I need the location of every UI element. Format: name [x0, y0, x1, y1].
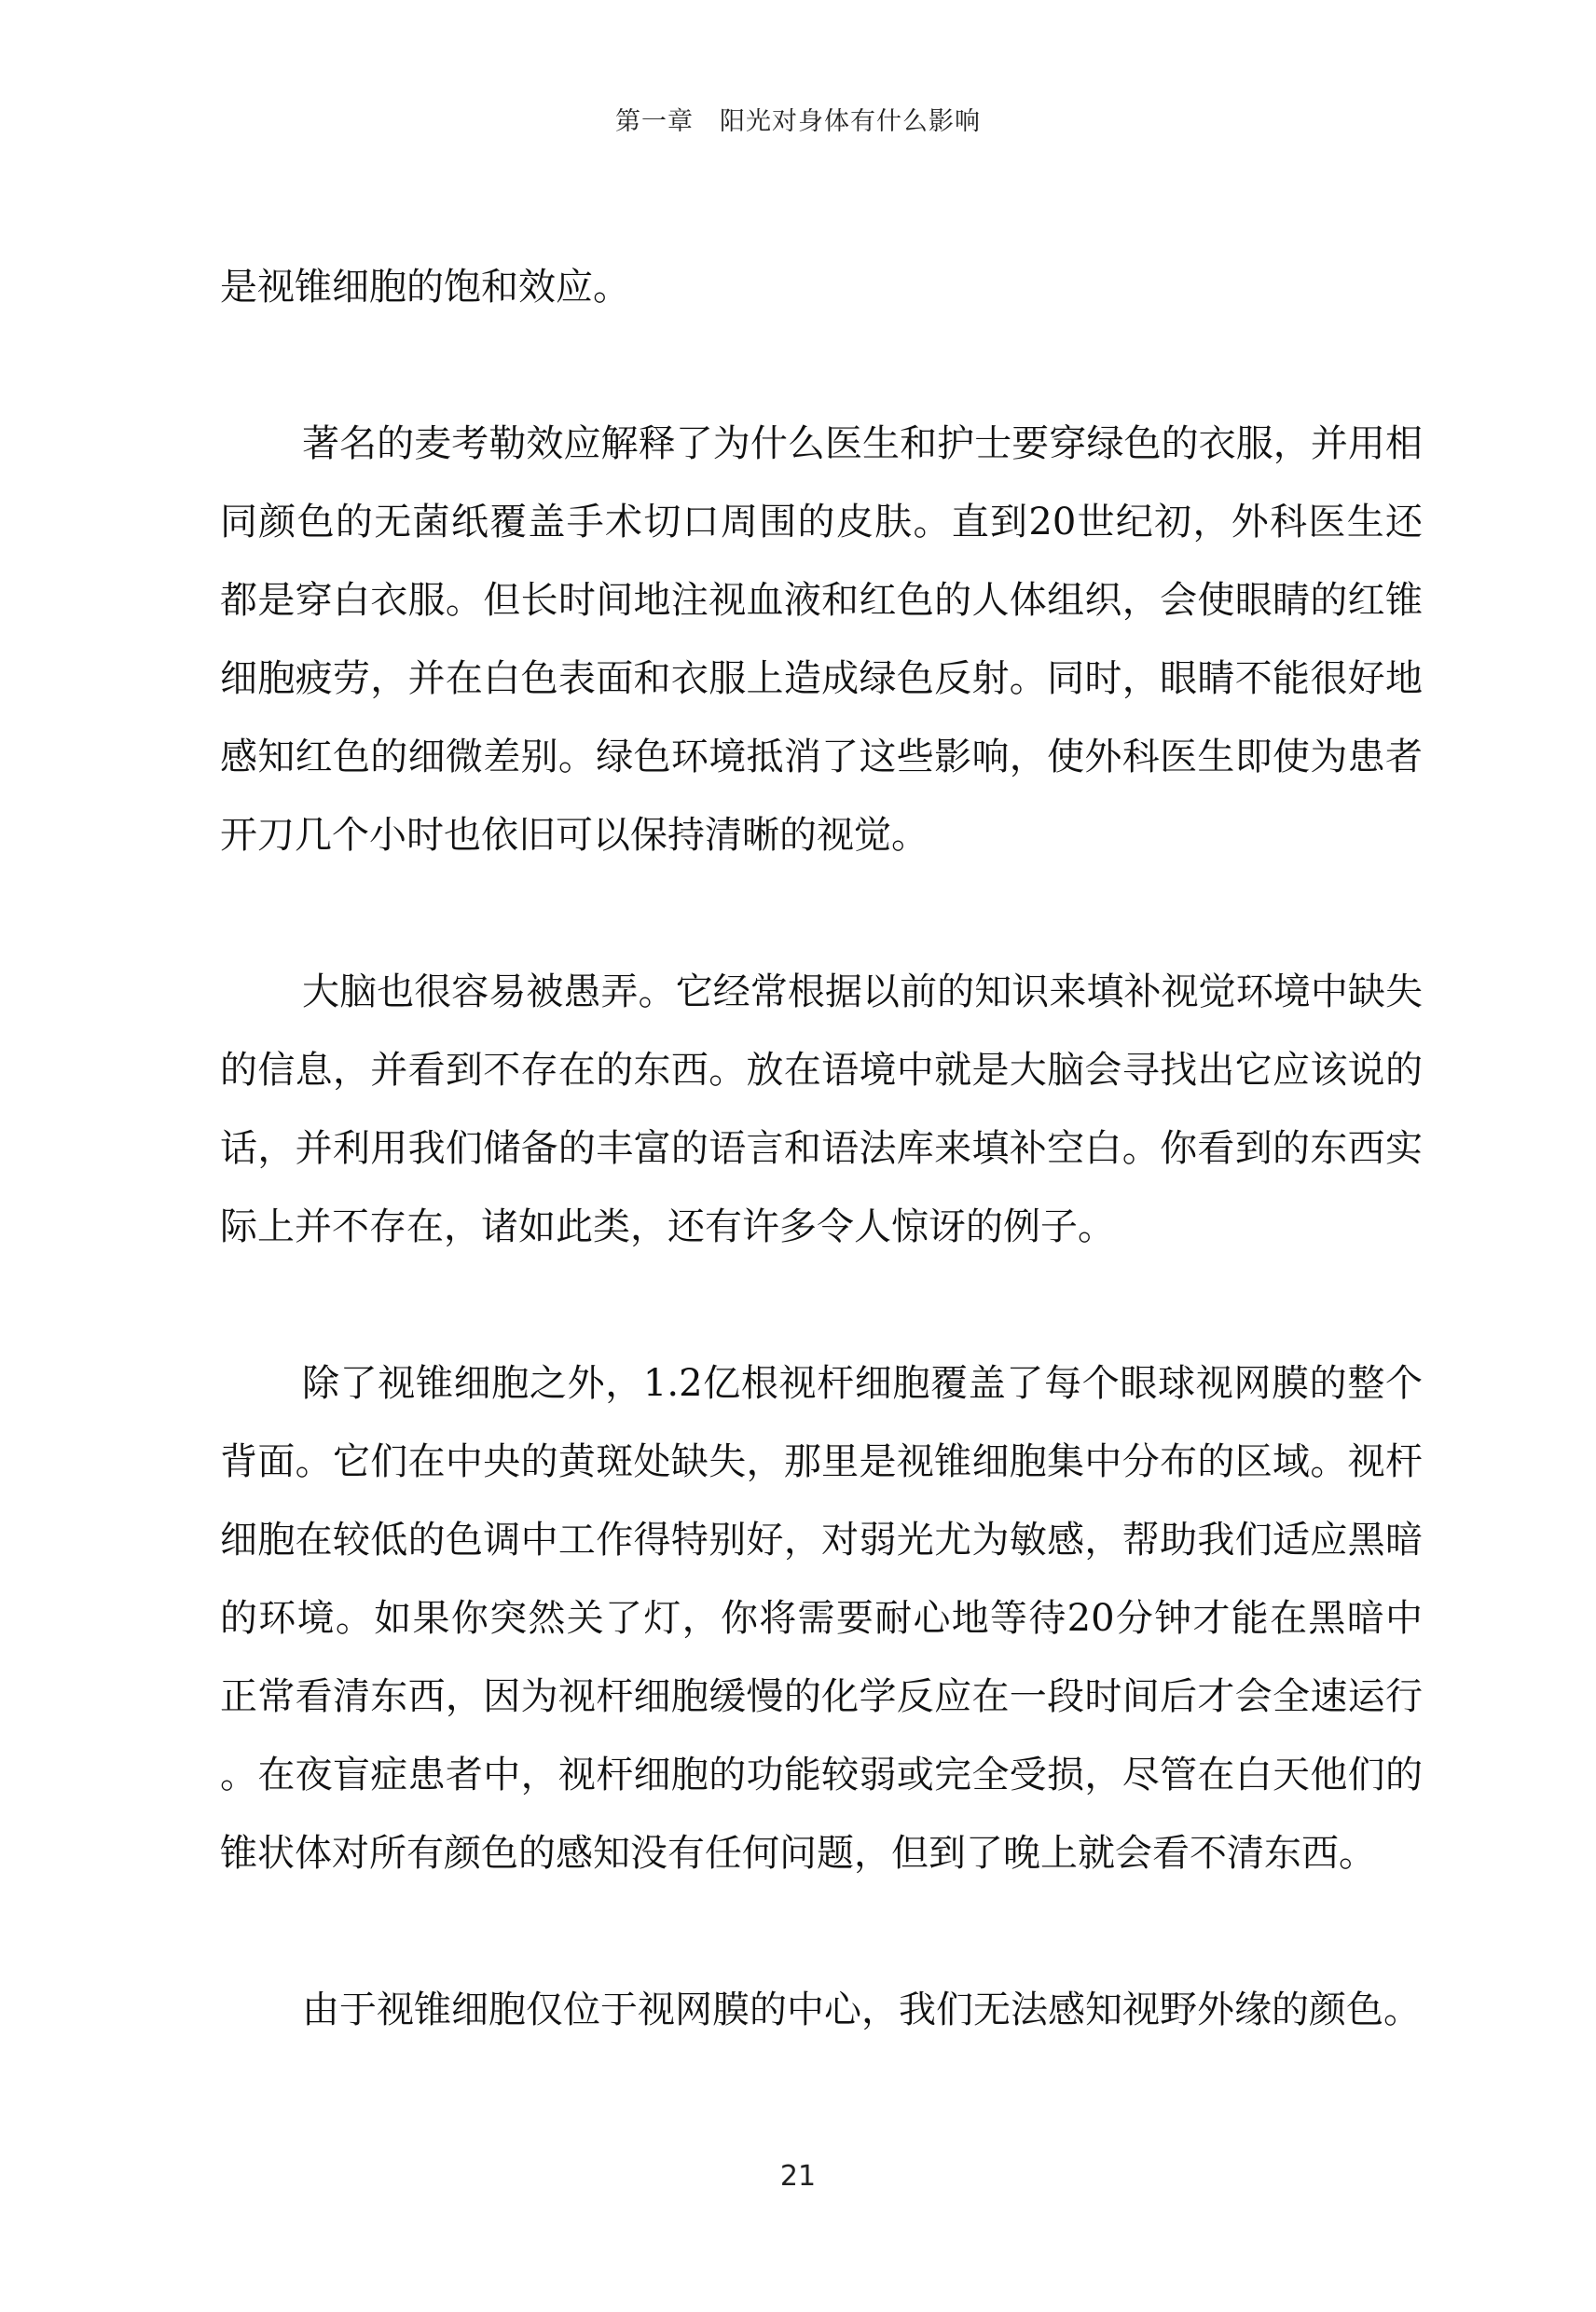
- paragraph-brain-fooled: 大脑也很容易被愚弄。它经常根据以前的知识来填补视觉环境中缺失的信息，并看到不存在的东西。放在语境中就是大脑会寻找出它应该说的话，并利用我们储备的丰富的语言和语法库来填补空白。你看到的东西实际上并不存在，诸如此类，还有许多令人惊讶的例子。: [220, 970, 1423, 1248]
- body-text: [220, 248, 1423, 2049]
- paragraph-mccollough-effect: 著名的麦考勒效应解释了为什么医生和护士要穿绿色的衣服，并用相同颜色的无菌纸覆盖手术切口周围的皮肤。直到20世纪初，外科医生还都是穿白衣服。但长时间地注视血液和红色的人体组织，会使眼睛的红锥细胞疲劳，并在白色表面和衣服上造成绿色反射。同时，眼睛不能很好地感知红色的细微差别。绿色环境抵消了这些影响，使外科医生即使为患者开刀几个小时也依旧可以保持清晰的视觉。: [220, 422, 1423, 857]
- running-header: 第一章 阳光对身体有什么影响: [615, 107, 981, 136]
- paragraph-rod-cells: 除了视锥细胞之外，1.2亿根视杆细胞覆盖了每个眼球视网膜的整个背面。它们在中央的黄斑处缺失，那里是视锥细胞集中分布的区域。视杆细胞在较低的色调中工作得特别好，对弱光尤为敏感，帮助我们适应黑暗的环境。如果你突然关了灯，你将需要耐心地等待20分钟才能在黑暗中正常看清东西，因为视杆细胞缓慢的化学反应在一段时间后才会全速运行。在夜盲症患者中，视杆细胞的功能较弱或完全受损，尽管在白天他们的锥状体对所有颜色的感知没有任何问题，但到了晚上就会看不清东西。: [220, 1362, 1423, 1875]
- paragraph-continuation: 是视锥细胞的饱和效应。: [220, 266, 630, 309]
- paragraph-peripheral-color: 由于视锥细胞仅位于视网膜的中心，我们无法感知视野外缘的颜色。: [302, 1989, 1421, 2031]
- page-number: 21: [779, 2160, 817, 2193]
